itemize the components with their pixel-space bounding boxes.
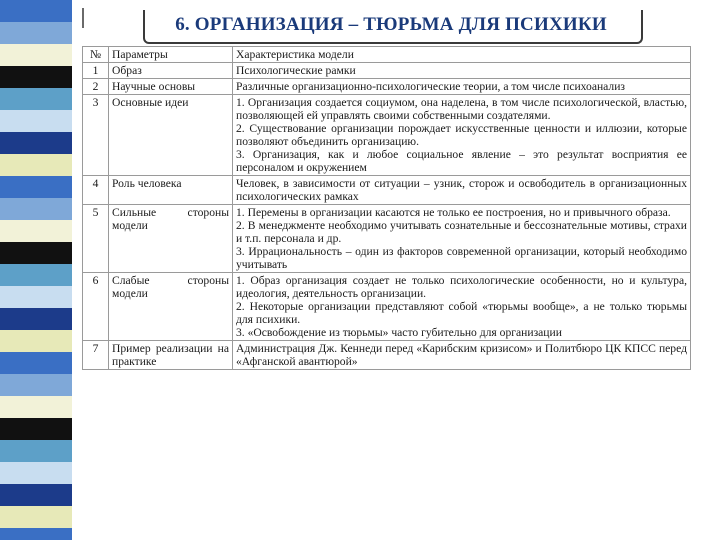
table-row [83,79,691,95]
page-title: 6. ОРГАНИЗАЦИЯ – ТЮРЬМА ДЛЯ ПСИХИКИ [175,14,607,35]
row-number: 7 [83,341,109,370]
description-paragraph: 3. Организация, как и любое социальное явление – это результат восприятия ее персоналом и окружением [236,148,687,174]
row-parameter: Основные идеи [109,95,233,176]
description-paragraph: 2. Существование организации порождает искусственные ценности и иллюзии, которые позволяют объединить организацию. [236,122,687,148]
decorative-stripe [0,0,72,540]
description-paragraph: Психологические рамки [236,64,356,77]
row-parameter: Слабые стороны модели [109,273,233,341]
table-row [83,95,691,176]
description-paragraph: Администрация Дж. Кеннеди перед «Карибским кризисом» и Политбюро ЦК КПСС перед «Афганской авантюрой» [236,342,687,368]
description-paragraph: 1. Организация создается социумом, она наделена, в том числе психологической, властью, позволяющей ей управлять своими собственными создателями. [236,96,687,122]
row-number: 2 [83,79,109,95]
description-paragraph: 1. Образ организация создает не только психологические особенности, но и культура, идеология, деятельность организации. [236,274,687,300]
row-number: 3 [83,95,109,176]
row-description [233,176,691,205]
description-paragraph: 3. «Освобождение из тюрьмы» часто губительно для организации [236,326,562,339]
model-table [82,46,691,370]
header-description: Характеристика модели [233,47,691,63]
table-row [83,205,691,273]
row-parameter: Сильные стороны модели [109,205,233,273]
description-paragraph: 3. Иррациональность – один из факторов современной организации, который необходимо учитывать [236,245,687,271]
row-number: 4 [83,176,109,205]
table-row [83,176,691,205]
description-paragraph: Человек, в зависимости от ситуации – узник, сторож и освободитель в организационных психологических рамках [236,177,687,203]
header-params: Параметры [109,47,233,63]
description-paragraph: 1. Перемены в организации касаются не только ее построения, но и привычного образа. [236,206,671,219]
header-num: № [83,47,109,63]
row-description [233,205,691,273]
divider [82,8,84,28]
table-header-row [83,47,691,63]
row-parameter: Образ [109,63,233,79]
row-parameter: Пример реализации на практике [109,341,233,370]
table-row [83,63,691,79]
row-number: 1 [83,63,109,79]
table-row [83,341,691,370]
row-description [233,273,691,341]
row-description [233,63,691,79]
row-description [233,95,691,176]
table-body [83,47,691,370]
row-description [233,79,691,95]
description-paragraph: Различные организационно-психологические теории, а том числе психоанализ [236,80,625,93]
row-number: 6 [83,273,109,341]
row-description [233,341,691,370]
row-number: 5 [83,205,109,273]
table-row [83,273,691,341]
row-parameter: Научные основы [109,79,233,95]
row-parameter: Роль человека [109,176,233,205]
description-paragraph: 2. В менеджменте необходимо учитывать сознательные и бессознательные мотивы, страхи и т.п. персонала и др. [236,219,687,245]
description-paragraph: 2. Некоторые организации представляют собой «тюрьмы вообще», а не только тюрьмы для психики. [236,300,687,326]
model-table-container [82,46,694,510]
